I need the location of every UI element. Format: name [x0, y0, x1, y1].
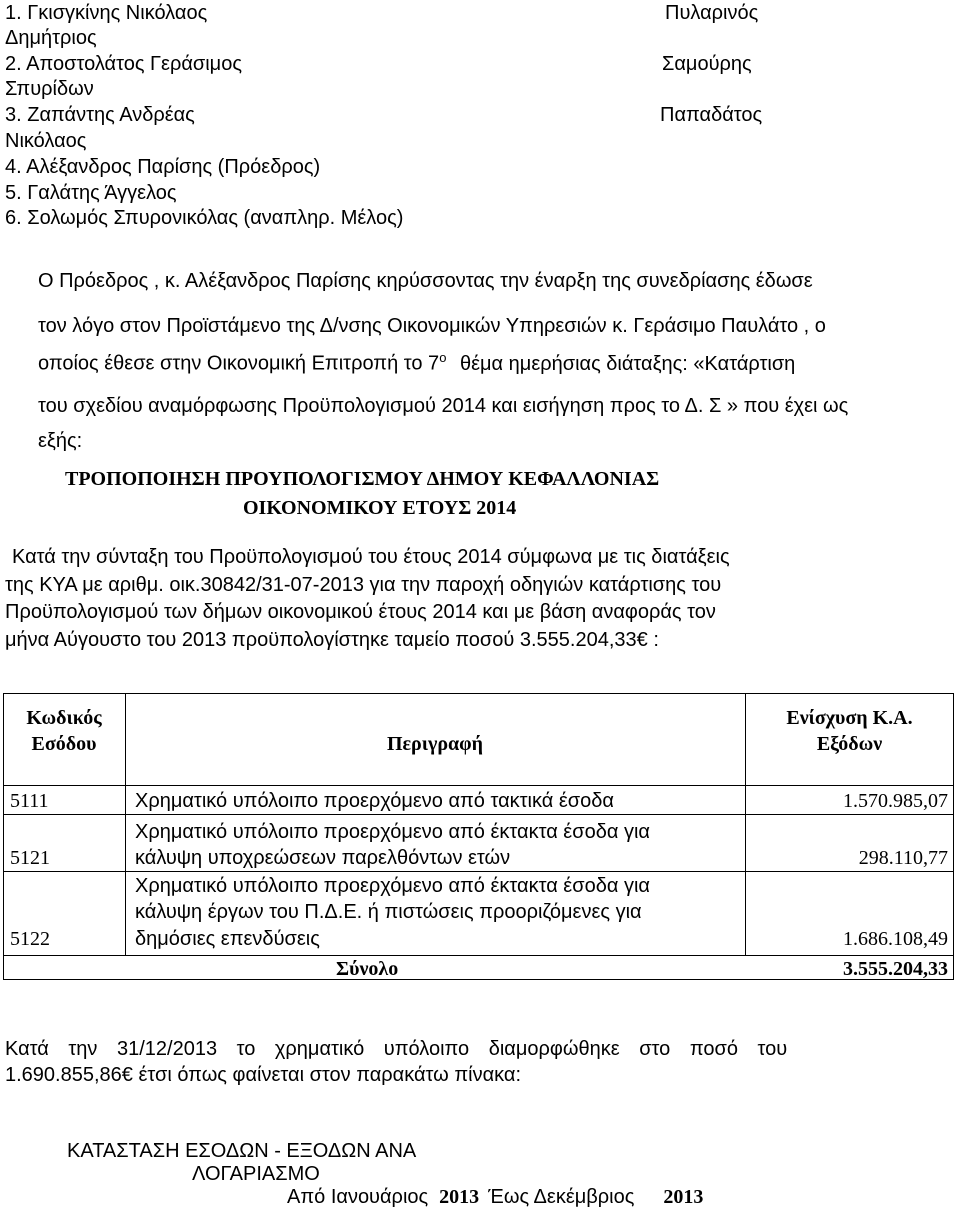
status-line-2: ΛΟΓΑΡΙΑΣΜΟ: [192, 1163, 320, 1185]
body-line-2: της ΚΥΑ με αριθμ. οικ.30842/31-07-2013 για την παροχή οδηγιών κατάρτισης του: [5, 574, 722, 596]
member-2: 2. Αποστολάτος Γεράσιμος: [5, 53, 242, 75]
intro-line-3: [38, 350, 795, 376]
member-5: 5. Γαλάτης Άγγελος: [5, 182, 177, 204]
member-2-surname: Σαμούρης: [662, 53, 752, 75]
status-line-1: ΚΑΤΑΣΤΑΣΗ ΕΣΟΔΩΝ - ΕΞΟΔΩΝ ΑΝΑ: [67, 1140, 417, 1162]
member-3-surname: Παπαδάτος: [660, 104, 763, 126]
row-3-desc-1: Χρηματικό υπόλοιπο προερχόμενο από έκτακτα έσοδα για: [135, 875, 650, 897]
intro-line-3a: οποίος έθεσε στην Οικονομική Επιτροπή το 7: [38, 352, 440, 375]
row-sep-1: [3, 814, 954, 815]
row-3-desc-3: δημόσιες επενδύσεις: [135, 928, 320, 950]
member-1-cont: Δημήτριος: [5, 27, 97, 49]
status-period: [287, 1186, 703, 1209]
intro-line-5: εξής:: [38, 430, 83, 452]
intro-sup: ο: [439, 350, 447, 365]
header-amount-1: Ενίσχυση Κ.Α.: [786, 707, 913, 729]
row-2-amount: 298.110,77: [858, 847, 948, 869]
heading-line-2: ΟΙΚΟΝΟΜΙΚΟΥ ΕΤΟΥΣ 2014: [243, 497, 517, 519]
member-4: 4. Αλέξανδρος Παρίσης (Πρόεδρος): [5, 156, 321, 178]
member-3: 3. Ζαπάντης Ανδρέας: [5, 104, 195, 126]
member-6: 6. Σολωμός Σπυρονικόλας (αναπληρ. Μέλος): [5, 207, 404, 229]
row-2-code: 5121: [10, 847, 50, 869]
body-line-3: Προϋπολογισμού των δήμων οικονομικού έτους 2014 και με βάση αναφοράς τον: [5, 601, 716, 623]
member-3-cont: Νικόλαος: [5, 130, 87, 152]
header-code: [3, 705, 125, 757]
row-3-code: 5122: [10, 928, 50, 950]
member-1-surname: Πυλαρινός: [665, 2, 759, 24]
header-code-2: Εσόδου: [31, 733, 97, 755]
header-code-1: Κωδικός: [26, 707, 102, 729]
after-line-1: Κατά την 31/12/2013 το χρηματικό υπόλοιπο διαμορφώθηκε στο ποσό του: [5, 1038, 788, 1060]
header-amount-2: Εξόδων: [816, 733, 883, 755]
status-to-label: Έως Δεκέμβριος: [488, 1186, 635, 1208]
row-2-desc-1: Χρηματικό υπόλοιπο προερχόμενο από έκτακτα έσοδα για: [135, 821, 650, 843]
status-to-year: 2013: [663, 1186, 704, 1208]
body-line-1: Κατά την σύνταξη του Προϋπολογισμού του έτους 2014 σύμφωνα με τις διατάξεις: [12, 546, 730, 568]
intro-line-4: του σχεδίου αναμόρφωσης Προϋπολογισμού 2014 και εισήγηση προς το Δ. Σ » που έχει ως: [38, 395, 849, 417]
intro-line-1: Ο Πρόεδρος , κ. Αλέξανδρος Παρίσης κηρύσσοντας την έναρξη της συνεδρίασης έδωσε: [38, 270, 813, 292]
total-amount: 3.555.204,33: [843, 958, 948, 980]
total-label: Σύνολο: [336, 958, 399, 980]
row-3-amount: 1.686.108,49: [843, 928, 948, 950]
heading-line-1: ΤΡΟΠΟΠΟΙΗΣΗ ΠΡΟΥΠΟΛΟΓΙΣΜΟΥ ΔΗΜΟΥ ΚΕΦΑΛΛΟΝΙΑΣ: [65, 468, 660, 490]
row-1-amount: 1.570.985,07: [843, 790, 948, 812]
status-from-label: Από Ιανουάριος: [287, 1186, 429, 1208]
status-from-year: 2013: [439, 1186, 480, 1208]
row-3-desc-2: κάλυψη έργων του Π.Δ.Ε. ή πιστώσεις προοριζόμενες για: [135, 901, 642, 923]
member-1: 1. Γκισγκίνης Νικόλαος: [5, 2, 208, 24]
row-1-desc: Χρηματικό υπόλοιπο προερχόμενο από τακτικά έσοδα: [135, 790, 614, 812]
row-sep-3: [3, 955, 954, 956]
member-2-cont: Σπυρίδων: [5, 78, 94, 100]
row-2-desc-2: κάλυψη υποχρεώσεων παρελθόντων ετών: [135, 847, 511, 869]
header-amount: [745, 705, 954, 757]
row-sep-header: [3, 785, 954, 786]
row-sep-2: [3, 871, 954, 872]
header-desc: Περιγραφή: [386, 733, 484, 755]
intro-line-2: τον λόγο στον Προϊστάμενο της Δ/νσης Οικονομικών Υπηρεσιών κ. Γεράσιμο Παυλάτο , ο: [38, 315, 826, 337]
intro-line-3b: θέμα ημερήσιας διάταξης: «Κατάρτιση: [459, 352, 796, 375]
row-1-code: 5111: [10, 790, 49, 812]
after-line-2: 1.690.855,86€ έτσι όπως φαίνεται στον παρακάτω πίνακα:: [5, 1064, 522, 1086]
body-line-4: μήνα Αύγουστο του 2013 προϋπολογίστηκε ταμείο ποσού 3.555.204,33€ :: [5, 629, 659, 651]
